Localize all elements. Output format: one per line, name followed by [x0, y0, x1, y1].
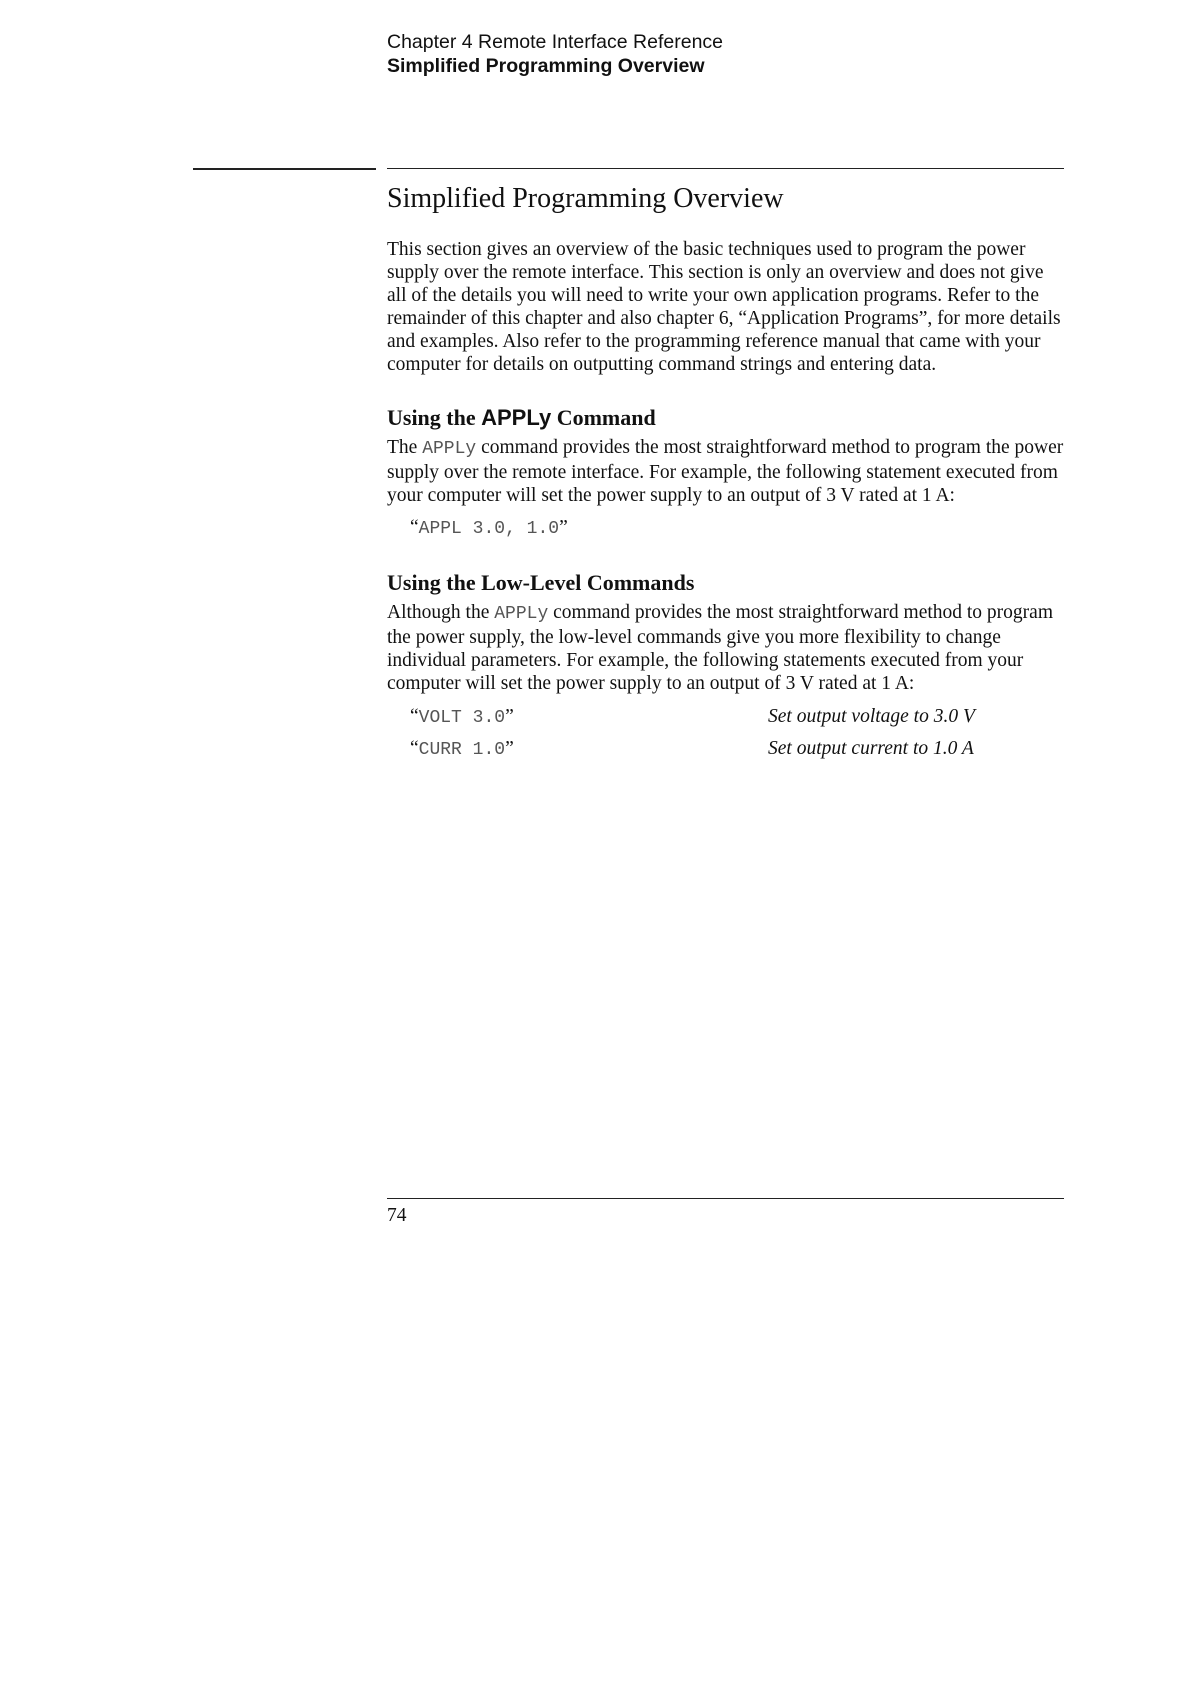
close-quote: ” — [505, 706, 514, 727]
section-rule — [387, 168, 1064, 169]
command-row — [387, 701, 975, 733]
command-cell — [387, 733, 768, 765]
margin-rule — [193, 168, 376, 170]
command-text: CURR 1.0 — [418, 740, 506, 760]
apply-heading — [387, 404, 1067, 432]
apply-heading-keyword: APPLy — [481, 405, 552, 430]
page-number: 74 — [387, 1205, 407, 1226]
close-quote: ” — [559, 517, 568, 538]
low-level-body-start: Although the — [387, 602, 495, 623]
apply-body-rest: command provides the most straightforward method to program the power supply over the remote interface. For example, the following statement executed from your computer will set the power supply to an output of 3 V rated at 1 A: — [387, 437, 1064, 506]
command-table — [387, 701, 975, 765]
apply-paragraph — [387, 436, 1067, 507]
open-quote: “ — [410, 706, 419, 727]
close-quote: ” — [505, 738, 514, 759]
command-description: Set output voltage to 3.0 V — [768, 706, 975, 727]
header-section: Simplified Programming Overview — [387, 55, 705, 77]
low-level-body-rest: command provides the most straightforward method to program the power supply, the low-level commands give you more flexibility to change individual parameters. For example, the following statements executed from your computer will set the power supply to an output of 3 V rated at 1 A: — [387, 602, 1053, 694]
apply-heading-suffix: Command — [551, 405, 656, 430]
apply-keyword: APPLy — [422, 439, 477, 459]
command-description: Set output current to 1.0 A — [768, 738, 974, 759]
footer-rule — [387, 1198, 1064, 1199]
apply-heading-prefix: Using the — [387, 405, 482, 430]
command-cell — [387, 701, 768, 733]
apply-example-command: APPL 3.0, 1.0 — [418, 519, 560, 539]
apply-example — [410, 512, 1067, 545]
low-level-heading: Using the Low-Level Commands — [387, 570, 695, 595]
open-quote: “ — [410, 517, 419, 538]
section-title: Simplified Programming Overview — [387, 183, 784, 214]
main-content — [387, 180, 1067, 765]
command-text: VOLT 3.0 — [418, 708, 506, 728]
command-row — [387, 733, 975, 765]
open-quote: “ — [410, 738, 419, 759]
low-level-keyword: APPLy — [494, 604, 549, 624]
low-level-paragraph — [387, 601, 1067, 695]
header-chapter: Chapter 4 Remote Interface Reference — [387, 31, 724, 53]
intro-paragraph: This section gives an overview of the basic techniques used to program the power supply over the remote interface. This section is only an overview and does not give all of the details you will need to write your own application programs. Refer to the remainder of this chapter and also chapter 6, “Application Programs”, for more details and examples. Also refer to the programming reference manual that came with your computer for details on outputting command strings and entering data. — [387, 239, 1061, 375]
running-header — [387, 30, 723, 78]
apply-body-start: The — [387, 437, 423, 458]
